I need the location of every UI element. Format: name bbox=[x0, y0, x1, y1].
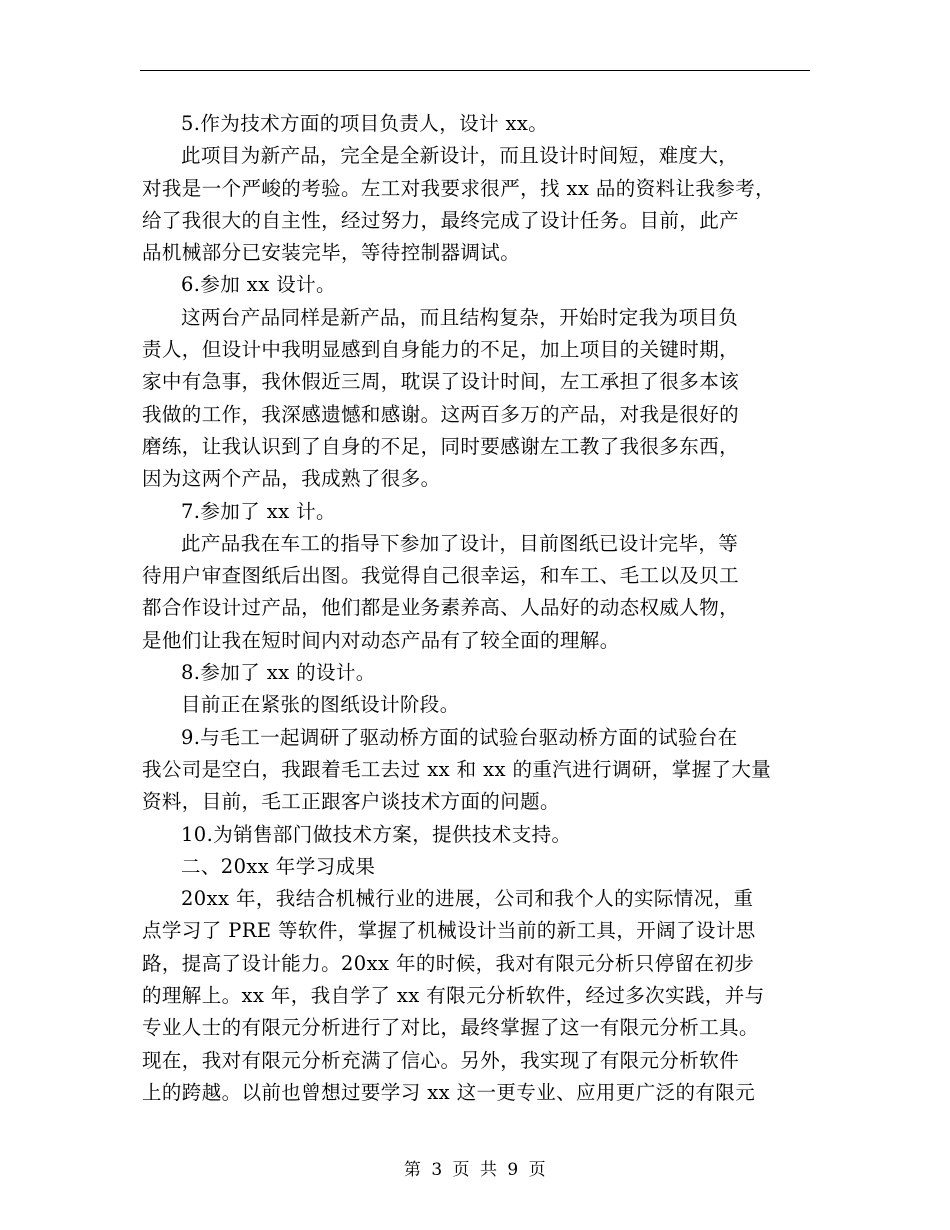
text-line: 现在，我对有限元分析充满了信心。另外，我实现了有限元分析软件 bbox=[142, 1048, 740, 1072]
text-line: 的理解上。xx 年，我自学了 xx 有限元分析软件，经过多次实践，并与 bbox=[142, 984, 765, 1008]
paragraph bbox=[142, 657, 812, 689]
paragraph bbox=[142, 689, 812, 721]
page-number: 第 3 页 共 9 页 bbox=[403, 1160, 547, 1180]
paragraph bbox=[142, 528, 812, 657]
text-line: 上的跨越。以前也曾想过要学习 xx 这一更专业、应用更广泛的有限元 bbox=[142, 1080, 756, 1104]
text-line: 10.为销售部门做技术方案，提供技术支持。 bbox=[181, 822, 572, 846]
text-line: 5.作为技术方面的项目负责人，设计 xx。 bbox=[181, 112, 549, 135]
paragraph bbox=[142, 496, 812, 528]
text-line: 8.参加了 xx 的设计。 bbox=[181, 661, 376, 685]
paragraph bbox=[142, 722, 812, 819]
paragraph bbox=[142, 108, 812, 140]
text-line: 20xx 年，我结合机械行业的进展，公司和我个人的实际情况，重 bbox=[181, 887, 754, 911]
text-line: 目前正在紧张的图纸设计阶段。 bbox=[181, 693, 460, 717]
paragraph bbox=[142, 302, 812, 496]
text-line: 点学习了 PRE 等软件，掌握了机械设计当前的新工具，开阔了设计思 bbox=[142, 919, 756, 943]
text-line: 资料，目前，毛工正跟客户谈技术方面的问题。 bbox=[142, 790, 560, 814]
text-line: 是他们让我在短时间内对动态产品有了较全面的理解。 bbox=[142, 628, 620, 652]
text-line: 专业人士的有限元分析进行了对比，最终掌握了这一有限元分析工具。 bbox=[142, 1016, 759, 1040]
text-line: 7.参加了 xx 计。 bbox=[181, 499, 336, 523]
text-line: 二、20xx 年学习成果 bbox=[181, 854, 376, 878]
paragraph bbox=[142, 851, 812, 883]
text-line: 9.与毛工一起调研了驱动桥方面的试验台驱动桥方面的试验台在 bbox=[181, 725, 738, 749]
text-line: 我做的工作，我深感遗憾和感谢。这两百多万的产品，对我是很好的 bbox=[142, 402, 740, 426]
paragraph bbox=[142, 140, 812, 269]
paragraph bbox=[142, 819, 812, 851]
text-line: 我公司是空白，我跟着毛工去过 xx 和 xx 的重汽进行调研，掌握了大量 bbox=[142, 757, 772, 781]
text-line: 路，提高了设计能力。20xx 年的时候，我对有限元分析只停留在初步 bbox=[142, 951, 755, 975]
text-line: 待用户审查图纸后出图。我觉得自己很幸运，和车工、毛工以及贝工 bbox=[142, 564, 740, 588]
text-line: 对我是一个严峻的考验。左工对我要求很严，找 xx 品的资料让我参考， bbox=[142, 176, 775, 200]
text-line: 因为这两个产品，我成熟了很多。 bbox=[142, 467, 441, 491]
paragraph bbox=[142, 269, 812, 301]
text-line: 此产品我在车工的指导下参加了设计，目前图纸已设计完毕，等 bbox=[181, 531, 739, 555]
text-line: 家中有急事，我休假近三周，耽误了设计时间，左工承担了很多本该 bbox=[142, 370, 740, 394]
text-line: 责人，但设计中我明显感到自身能力的不足，加上项目的关键时期， bbox=[142, 338, 740, 362]
text-line: 此项目为新产品，完全是全新设计，而且设计时间短，难度大， bbox=[181, 144, 739, 168]
document-body bbox=[142, 108, 812, 1109]
text-line: 6.参加 xx 设计。 bbox=[181, 273, 336, 297]
text-line: 都合作设计过产品，他们都是业务素养高、人品好的动态权威人物， bbox=[142, 596, 740, 620]
header-rule bbox=[140, 70, 810, 71]
text-line: 给了我很大的自主性，经过努力，最终完成了设计任务。目前，此产 bbox=[142, 208, 740, 232]
paragraph bbox=[142, 883, 812, 1109]
text-line: 磨练，让我认识到了自身的不足，同时要感谢左工教了我很多东西， bbox=[142, 434, 740, 458]
text-line: 这两台产品同样是新产品，而且结构复杂，开始时定我为项目负 bbox=[181, 305, 739, 329]
text-line: 品机械部分已安装完毕，等待控制器调试。 bbox=[142, 241, 521, 265]
